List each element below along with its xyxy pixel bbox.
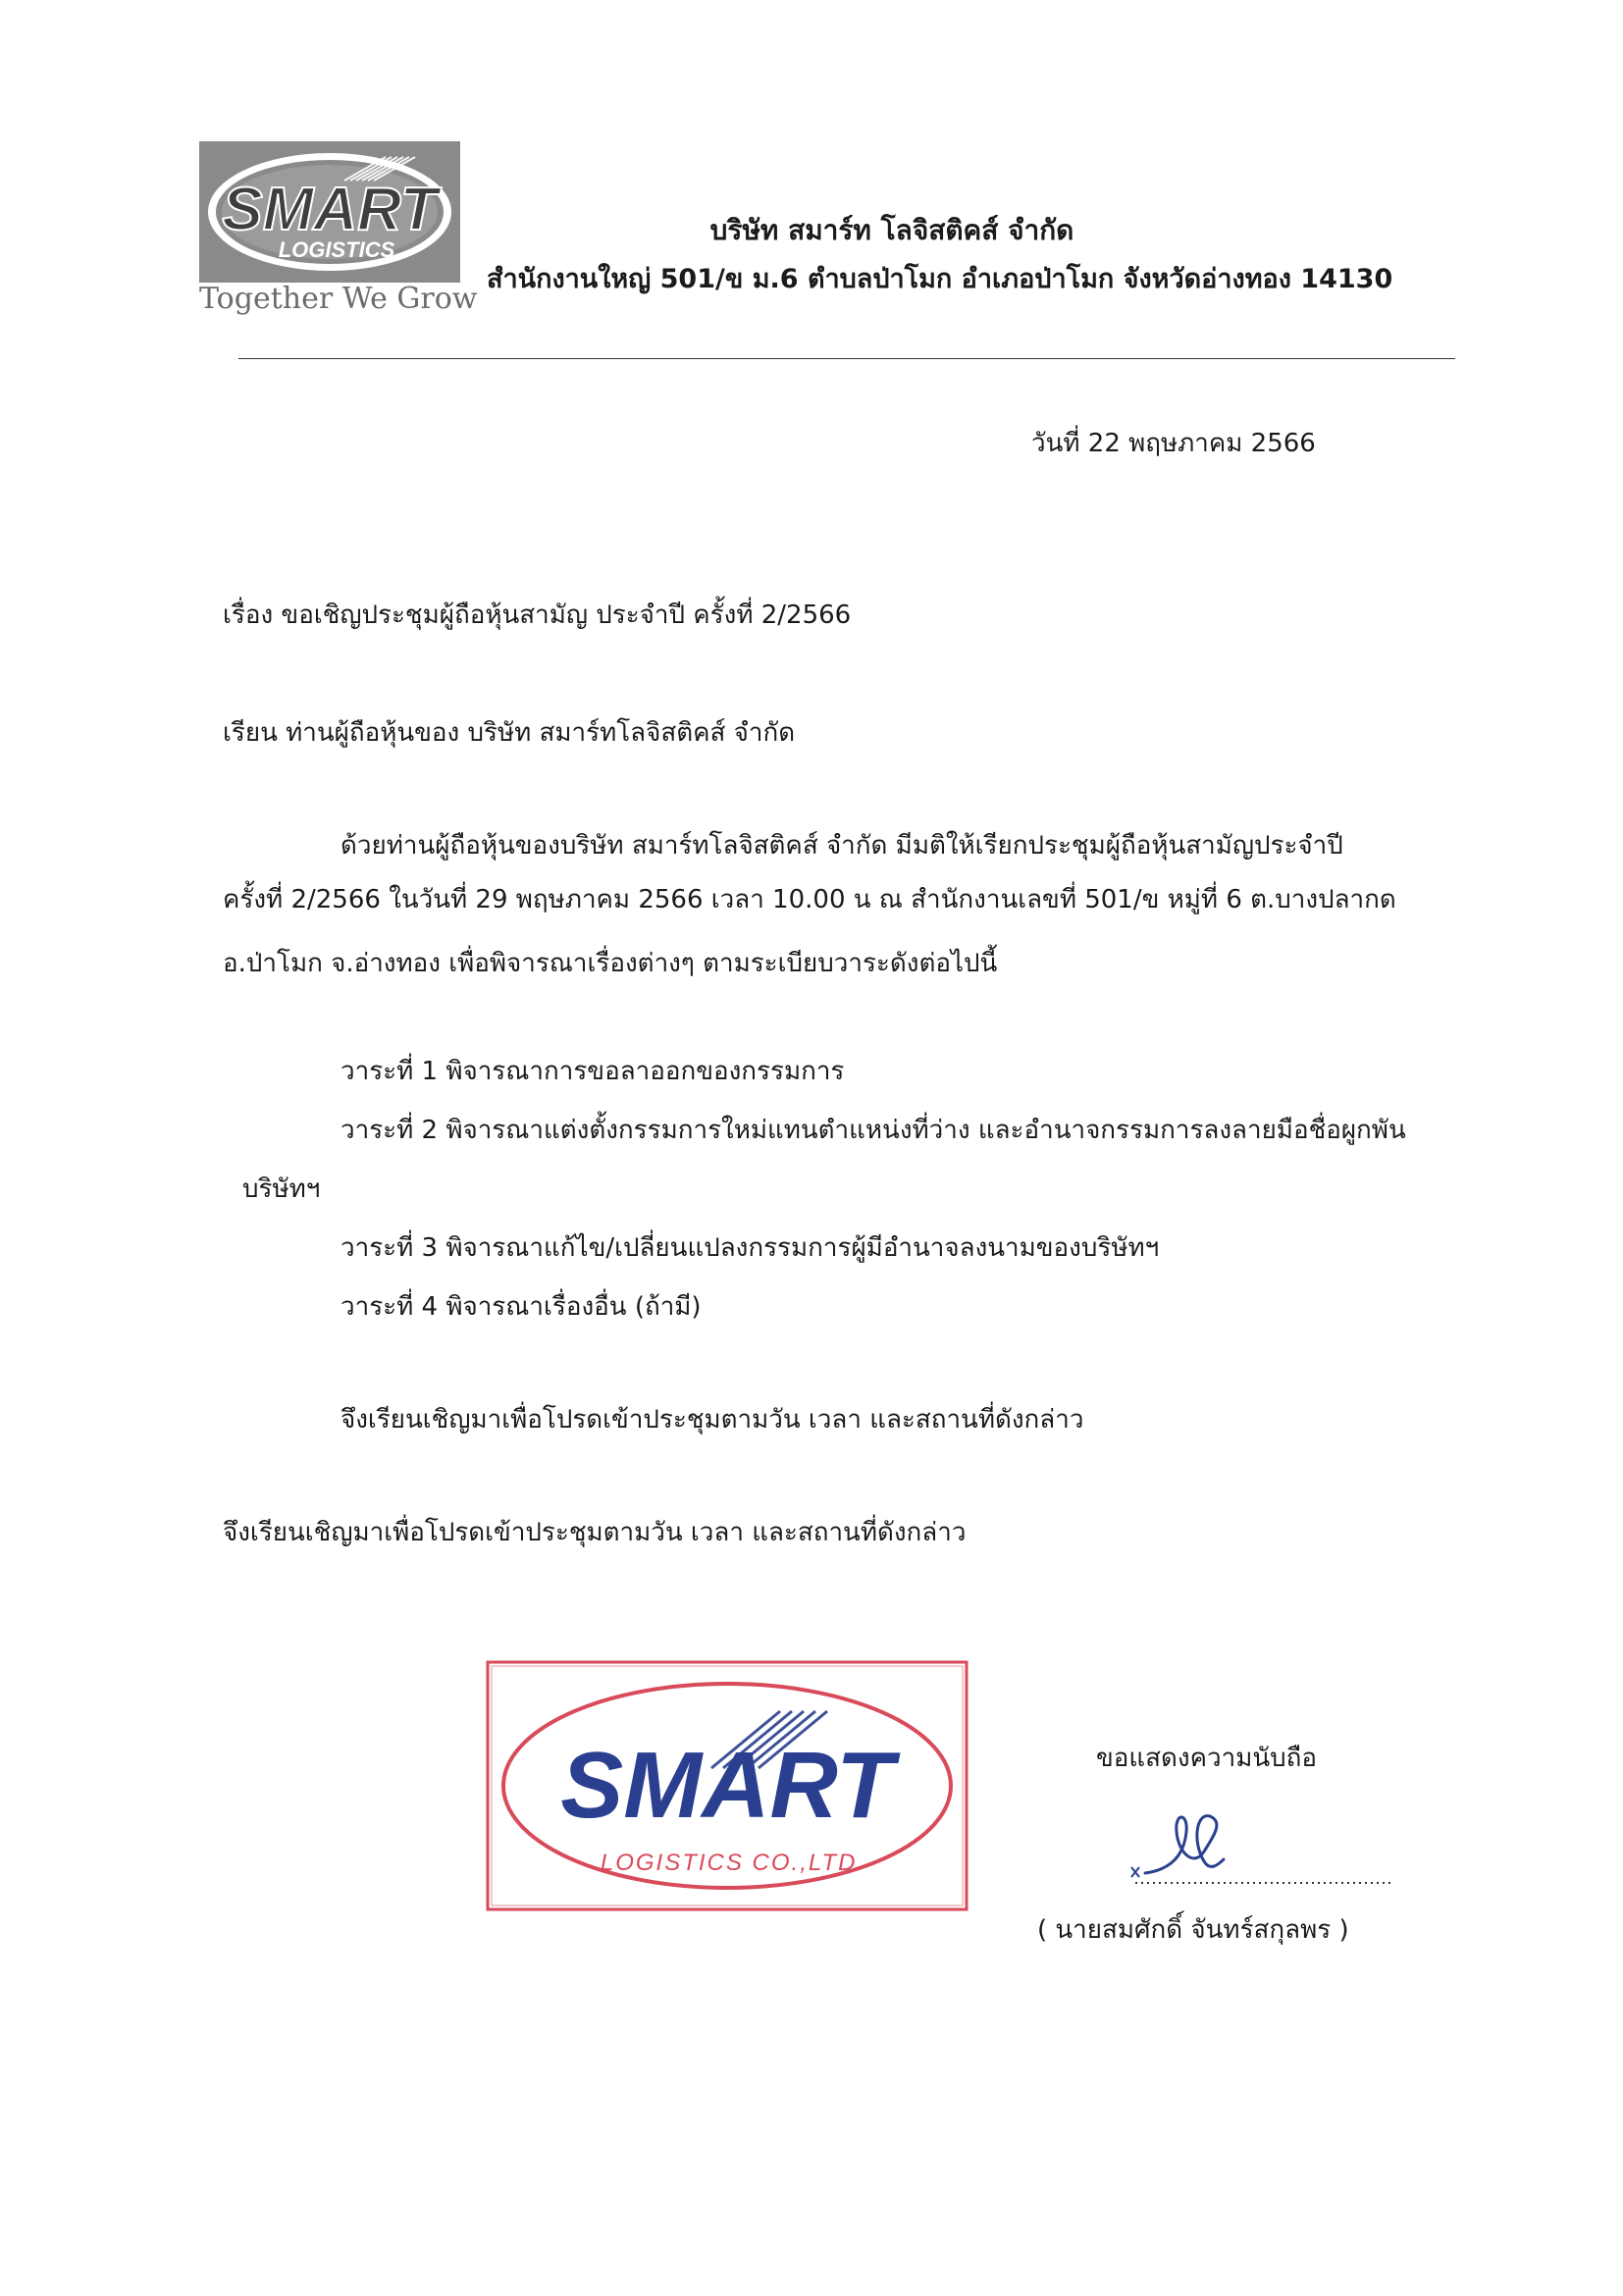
logo-subword: LOGISTICS (278, 237, 395, 262)
header-divider (238, 358, 1455, 359)
company-name: บริษัท สมาร์ท โลจิสติคส์ จำกัด (709, 214, 1074, 246)
stamp-company: LOGISTICS CO.,LTD. (600, 1850, 866, 1876)
agenda-item-2: วาระที่ 2 พิจารณาแต่งตั้งกรรมการใหม่แทนตำแหน่งที่ว่าง และอำนาจกรรมการลงลายมือชื่อผูกพัน (340, 1116, 1406, 1145)
body-line: อ.ป่าโมก จ.อ่างทอง เพื่อพิจารณาเรื่องต่างๆ ตามระเบียบวาระดังต่อไปนี้ (223, 949, 998, 978)
logo-word: SMART (222, 176, 438, 243)
agenda-item-3: วาระที่ 3 พิจารณาแก้ไข/เปลี่ยนแปลงกรรมการผู้มีอำนาจลงนามของบริษัทฯ (340, 1233, 1160, 1263)
agenda-item-1: วาระที่ 1 พิจารณาการขอลาออกของกรรมการ (340, 1057, 845, 1086)
letter-date: วันที่ 22 พฤษภาคม 2566 (1031, 429, 1316, 458)
body-line: ด้วยท่านผู้ถือหุ้นของบริษัท สมาร์ทโลจิสติคส์ จำกัด มีมติให้เรียกประชุมผู้ถือหุ้นสามัญประจำปี (340, 831, 1343, 861)
letter-subject: เรื่อง ขอเชิญประชุมผู้ถือหุ้นสามัญ ประจำปี ครั้งที่ 2/2566 (223, 600, 852, 630)
logo-tagline: Together We Grow (199, 282, 478, 316)
closing-regards: ขอแสดงความนับถือ (1096, 1744, 1317, 1773)
closing-indented: จึงเรียนเชิญมาเพื่อโปรดเข้าประชุมตามวัน เวลา และสถานที่ดังกล่าว (340, 1405, 1084, 1435)
company-stamp (486, 1660, 969, 1911)
handwritten-signature (1037, 1783, 1449, 1901)
stamp-graphic (486, 1660, 969, 1911)
letter-salutation: เรียน ท่านผู้ถือหุ้นของ บริษัท สมาร์ทโลจิสติคส์ จำกัด (223, 718, 796, 748)
agenda-item-2-continued: บริษัทฯ (242, 1174, 321, 1204)
signature-area (1037, 1783, 1449, 1901)
closing-flush: จึงเรียนเชิญมาเพื่อโปรดเข้าประชุมตามวัน เวลา และสถานที่ดังกล่าว (223, 1518, 967, 1547)
stamp-word: SMART (560, 1733, 894, 1838)
company-address: สำนักงานใหญ่ 501/ข ม.6 ตำบลป่าโมก อำเภอป่าโมก จังหวัดอ่างทอง 14130 (487, 264, 1393, 294)
body-line: ครั้งที่ 2/2566 ในวันที่ 29 พฤษภาคม 2566 เวลา 10.00 น ณ สำนักงานเลขที่ 501/ข หมู่ที่ 6 ต.บางปลากด (223, 885, 1396, 914)
agenda-item-4: วาระที่ 4 พิจารณาเรื่องอื่น (ถ้ามี) (340, 1292, 702, 1322)
signer-name: ( นายสมศักดิ์ จันทร์สกุลพร ) (1037, 1915, 1349, 1945)
